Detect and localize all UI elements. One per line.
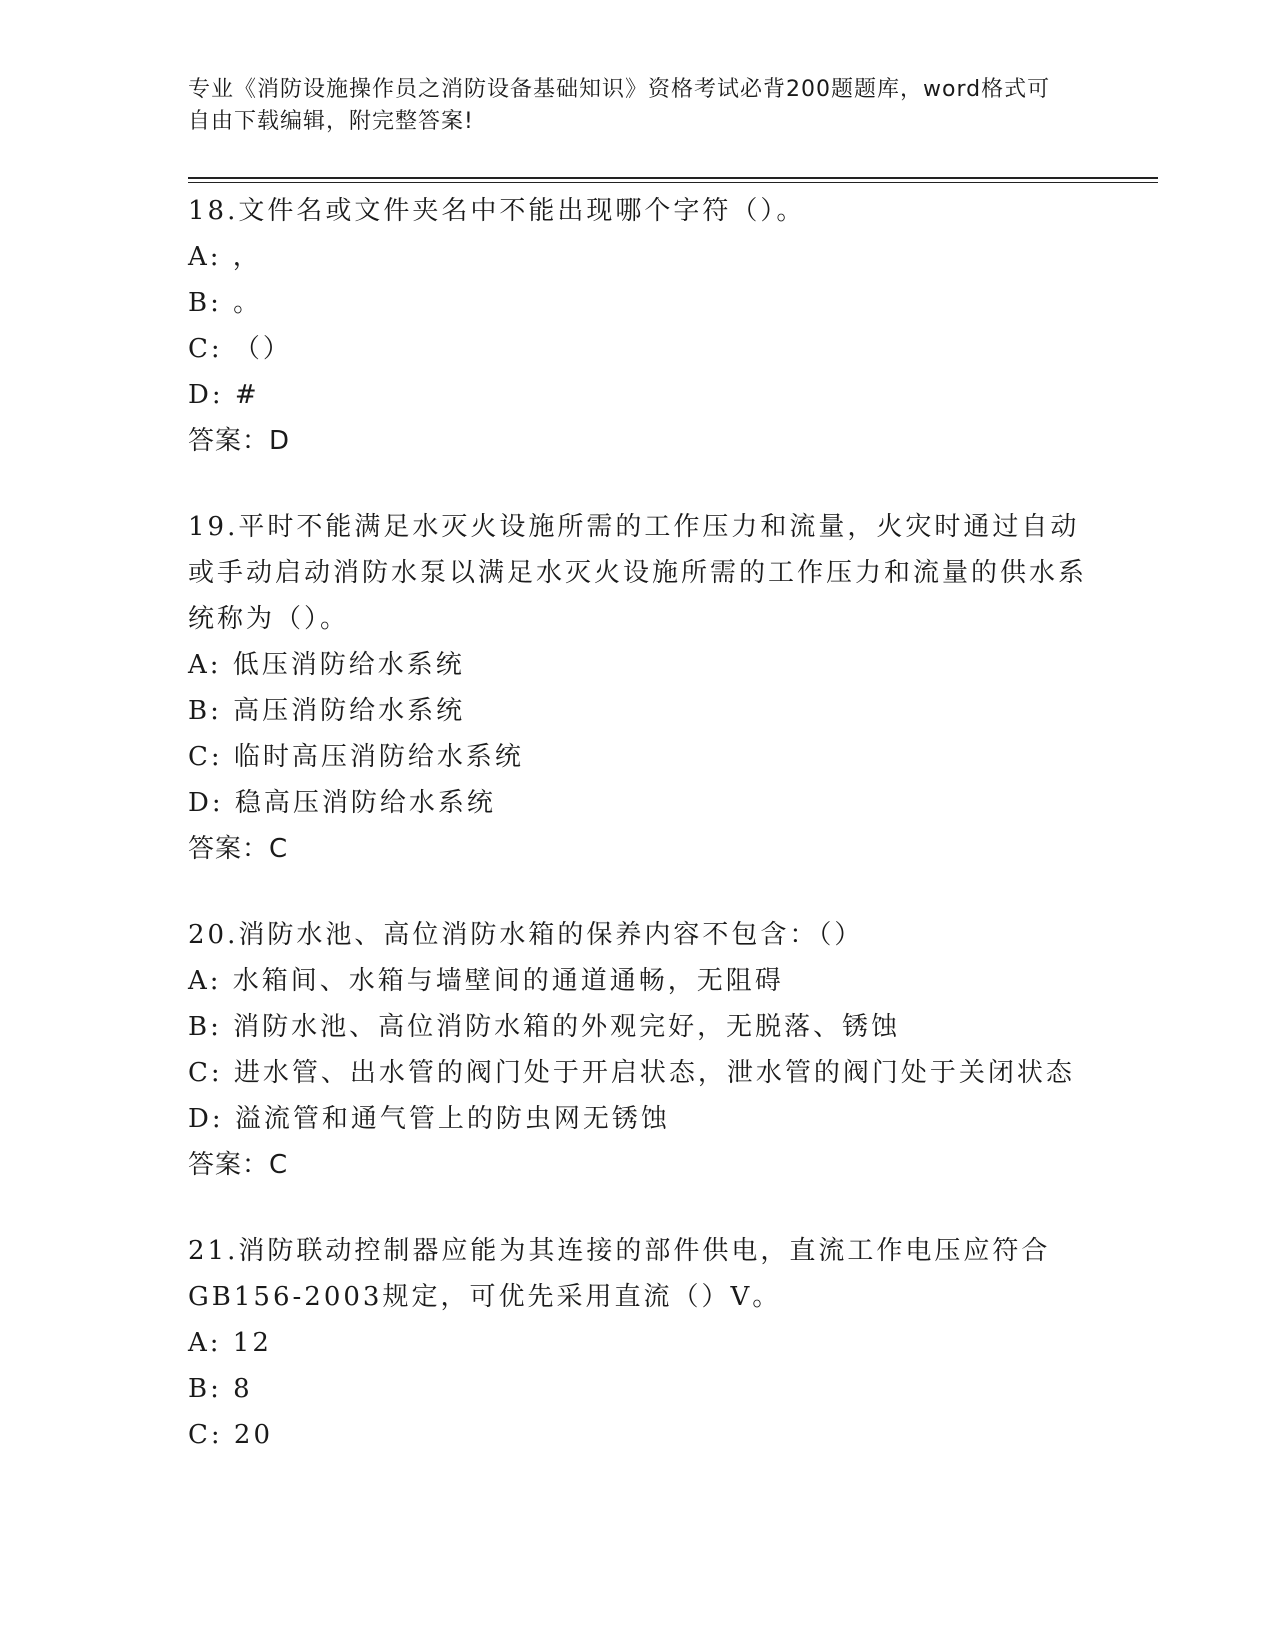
option-d: D: 稳高压消防给水系统 <box>188 788 496 818</box>
option-a: A: 12 <box>188 1328 272 1358</box>
question-stem: 19.平时不能满足水灭火设施所需的工作压力和流量，火灾时通过自动或手动启动消防水泵以满足水灭火设施所需的工作压力和流量的供水系统称为（）。 <box>188 512 1088 634</box>
question-stem: 18.文件名或文件夹名中不能出现哪个字符（）。 <box>188 196 806 226</box>
header-divider-thin <box>188 182 1158 183</box>
option-a: A: ， <box>188 242 262 272</box>
option-c: C: （） <box>188 334 292 364</box>
question-20 <box>188 912 1088 1188</box>
option-a: A: 水箱间、水箱与墙壁间的通道通畅，无阻碍 <box>188 966 784 996</box>
option-b: B: 8 <box>188 1374 253 1404</box>
option-c: C: 进水管、出水管的阀门处于开启状态，泄水管的阀门处于关闭状态 <box>188 1058 1075 1088</box>
question-stem: 21.消防联动控制器应能为其连接的部件供电，直流工作电压应符合GB156-2003规定，可优先采用直流（）V。 <box>188 1236 1051 1312</box>
option-d: D: # <box>188 380 260 410</box>
answer-line: 答案：C <box>188 834 289 864</box>
option-b: B: 。 <box>188 288 263 318</box>
question-stem: 20.消防水池、高位消防水箱的保养内容不包含：（） <box>188 920 864 950</box>
option-b: B: 高压消防给水系统 <box>188 696 466 726</box>
option-c: C: 临时高压消防给水系统 <box>188 742 524 772</box>
document-intro: 专业《消防设施操作员之消防设备基础知识》资格考试必背200题题库，word格式可自由下载编辑，附完整答案! <box>188 77 1051 134</box>
option-a: A: 低压消防给水系统 <box>188 650 465 680</box>
header-divider-thick <box>188 177 1158 179</box>
option-b: B: 消防水池、高位消防水箱的外观完好，无脱落、锈蚀 <box>188 1012 901 1042</box>
question-19 <box>188 504 1088 872</box>
answer-line: 答案：C <box>188 1150 289 1180</box>
option-d: D: 溢流管和通气管上的防虫网无锈蚀 <box>188 1104 670 1134</box>
option-c: C: 20 <box>188 1420 274 1450</box>
question-21 <box>188 1228 1088 1458</box>
question-list <box>188 188 1088 1498</box>
answer-line: 答案：D <box>188 426 291 456</box>
question-18 <box>188 188 1088 464</box>
